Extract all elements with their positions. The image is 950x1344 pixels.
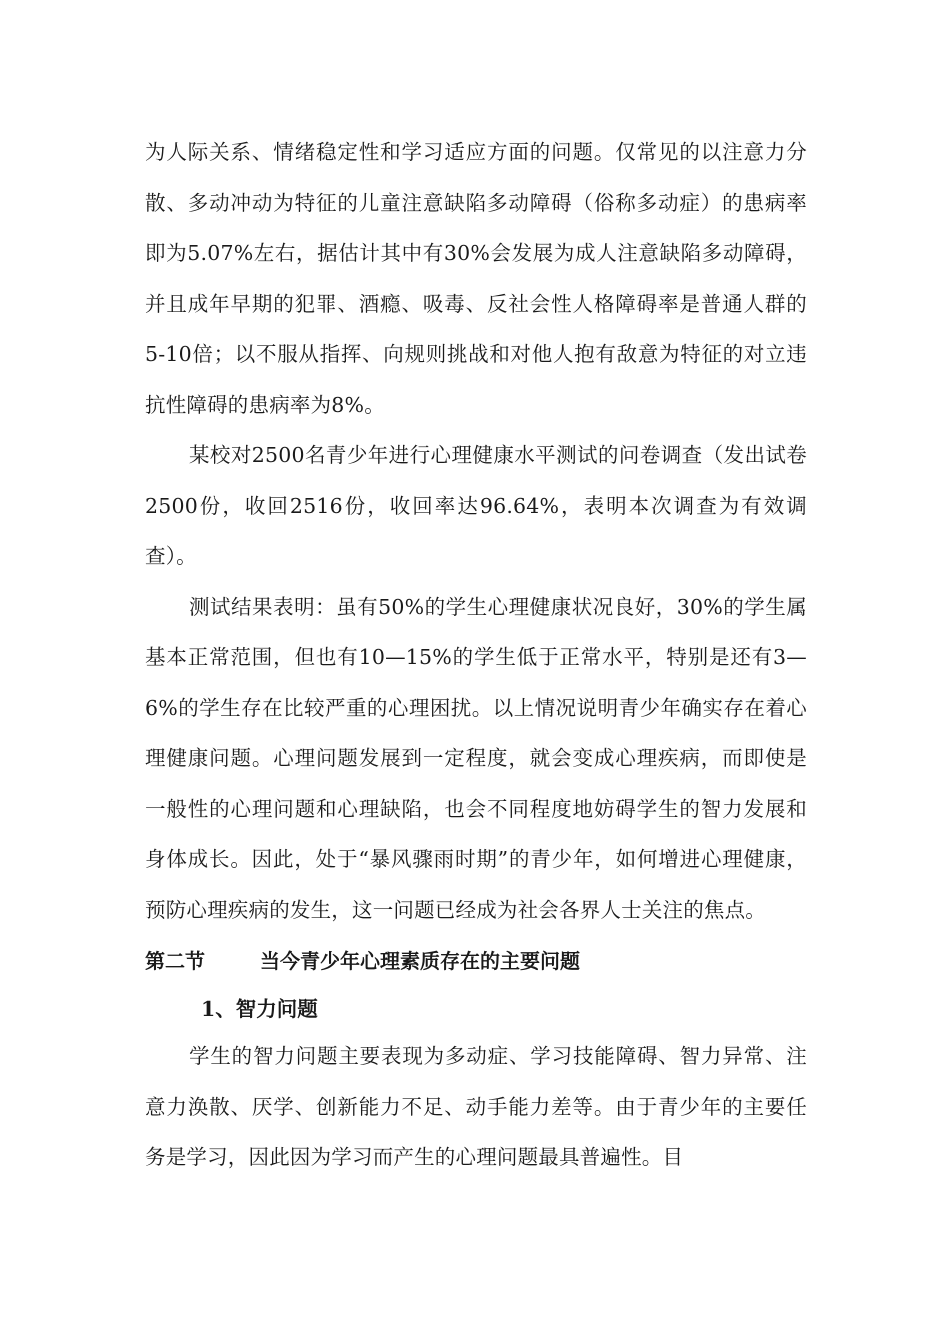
section-heading xyxy=(145,935,807,987)
document-body xyxy=(145,127,807,1183)
paragraph-results: 测试结果表明：虽有50%的学生心理健康状况良好，30%的学生属基本正常范围，但也有10—15%的学生低于正常水平，特别是还有3—6%的学生存在比较严重的心理困扰。以上情况说明青少年确实存在着心理健康问题。心理问题发展到一定程度，就会变成心理疾病，而即使是一般性的心理问题和心理缺陷，也会不同程度地妨碍学生的智力发展和身体成长。因此，处于“暴风骤雨时期”的青少年，如何增进心理健康，预防心理疾病的发生，这一问题已经成为社会各界人士关注的焦点。 xyxy=(145,594,807,922)
paragraph-continuation: 为人际关系、情绪稳定性和学习适应方面的问题。仅常见的以注意力分散、多动冲动为特征的儿童注意缺陷多动障碍（俗称多动症）的患病率即为5.07%左右，据估计其中有30%会发展为成人注意缺陷多动障碍，并且成年早期的犯罪、酒瘾、吸毒、反社会性人格障碍率是普通人群的5-10倍；以不服从指挥、向规则挑战和对他人抱有敌意为特征的对立违抗性障碍的患病率为8%。 xyxy=(145,140,807,417)
section-number: 第二节 xyxy=(145,949,205,973)
section-title: 当今青少年心理素质存在的主要问题 xyxy=(260,949,580,973)
paragraph-intelligence: 学生的智力问题主要表现为多动症、学习技能障碍、智力异常、注意力涣散、厌学、创新能力不足、动手能力差等。由于青少年的主要任务是学习，因此因为学习而产生的心理问题最具普遍性。目 xyxy=(145,1044,807,1169)
paragraph-survey: 某校对2500名青少年进行心理健康水平测试的问卷调查（发出试卷2500份，收回2516份，收回率达96.64%，表明本次调查为有效调查）。 xyxy=(145,443,807,568)
subsection-heading: 1、智力问题 xyxy=(201,997,318,1021)
